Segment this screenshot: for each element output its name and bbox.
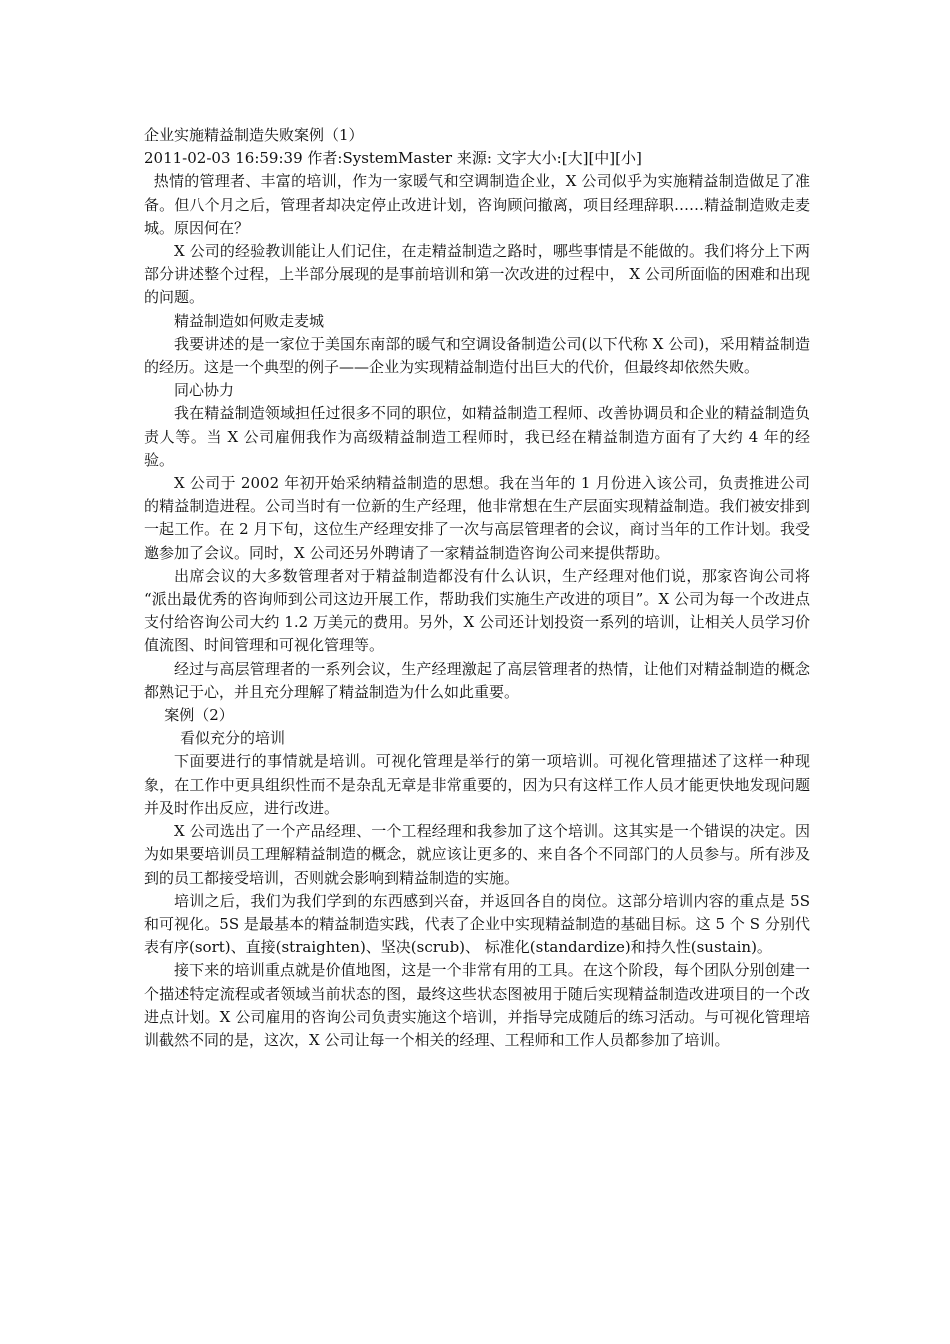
paragraph: X 公司的经验教训能让人们记住，在走精益制造之路时，哪些事情是不能做的。我们将分上下两部分讲述整个过程，上半部分展现的是事前培训和第一次改进的过程中， X 公司所面临的困难和出现的问题。 (144, 242, 810, 307)
section-heading: 看似充分的培训 (180, 729, 286, 748)
paragraph: 出席会议的大多数管理者对于精益制造都没有什么认识，生产经理对他们说，那家咨询公司将 “派出最优秀的咨询师到公司这边开展工作，帮助我们实施生产改进的项目”。X 公司为每一个改进点支付给咨询公司大约 1.2 万美元的费用。另外，X 公司还计划投资一系列的培训，让相关人员学习价值流图、时间管理和可视化管理等。 (144, 566, 810, 655)
paragraph: X 公司于 2002 年初开始采纳精益制造的思想。我在当年的 1 月份进入该公司，负责推进公司的精益制造进程。公司当时有一位新的生产经理，他非常想在生产层面实现精益制造。我们被安排到一起工作。在 2 月下旬，这位生产经理安排了一次与高层管理者的会议，商讨当年的工作计划。我受邀参加了会议。同时，X 公司还另外聘请了一家精益制造咨询公司来提供帮助。 (144, 474, 810, 562)
paragraph: 下面要进行的事情就是培训。可视化管理是举行的第一项培训。可视化管理描述了这样一种现象，在工作中更具组织性而不是杂乱无章是非常重要的，因为只有这样工作人员才能更快地发现问题并及时作出反应，进行改进。 (144, 752, 810, 817)
paragraph: X 公司选出了一个产品经理、一个工程经理和我参加了这个培训。这其实是一个错误的决定。因为如果要培训员工理解精益制造的概念，就应该让更多的、来自各个不同部门的人员参与。所有涉及到的员工都接受培训，否则就会影响到精益制造的实施。 (144, 822, 810, 887)
article-meta: 2011-02-03 16:59:39 作者:SystemMaster 来源: 文字大小:[大][中][小] (144, 149, 642, 168)
section-heading: 精益制造如何败走麦城 (174, 311, 325, 330)
case-heading: 案例（2） (164, 706, 234, 725)
article-title: 企业实施精益制造失败案例（1） (144, 126, 364, 144)
section-heading: 同心协力 (174, 381, 235, 400)
document-page (144, 124, 810, 1052)
paragraph: 接下来的培训重点就是价值地图，这是一个非常有用的工具。在这个阶段，每个团队分别创建一个描述特定流程或者领域当前状态的图，最终这些状态图被用于随后实现精益制造改进项目的一个改进点计划。X 公司雇用的咨询公司负责实施这个培训，并指导完成随后的练习活动。与可视化管理培训截然不同的是，这次，X 公司让每一个相关的经理、工程师和工作人员都参加了培训。 (144, 961, 810, 1049)
paragraph: 培训之后，我们为我们学到的东西感到兴奋，并返回各自的岗位。这部分培训内容的重点是 5S 和可视化。5S 是最基本的精益制造实践，代表了企业中实现精益制造的基础目标。这 5 个 S 分别代表有序(sort)、直接(straighten)、坚决(scrub)、 标准化(standardize)和持久性(sustain)。 (144, 891, 810, 957)
paragraph: 经过与高层管理者的一系列会议，生产经理激起了高层管理者的热情，让他们对精益制造的概念都熟记于心，并且充分理解了精益制造为什么如此重要。 (144, 659, 810, 701)
paragraph: 我要讲述的是一家位于美国东南部的暖气和空调设备制造公司(以下代称 X 公司)，采用精益制造的经历。这是一个典型的例子——企业为实现精益制造付出巨大的代价，但最终却依然失败。 (144, 334, 810, 377)
paragraph-intro: 热情的管理者、丰富的培训，作为一家暖气和空调制造企业，X 公司似乎为实施精益制造做足了准备。但八个月之后，管理者却决定停止改进计划，咨询顾问撤离，项目经理辞职……精益制造败走麦城。原因何在？ (144, 172, 810, 237)
paragraph: 我在精益制造领域担任过很多不同的职位，如精益制造工程师、改善协调员和企业的精益制造负责人等。当 X 公司雇佣我作为高级精益制造工程师时，我已经在精益制造方面有了大约 4 年的经验。 (144, 404, 810, 469)
